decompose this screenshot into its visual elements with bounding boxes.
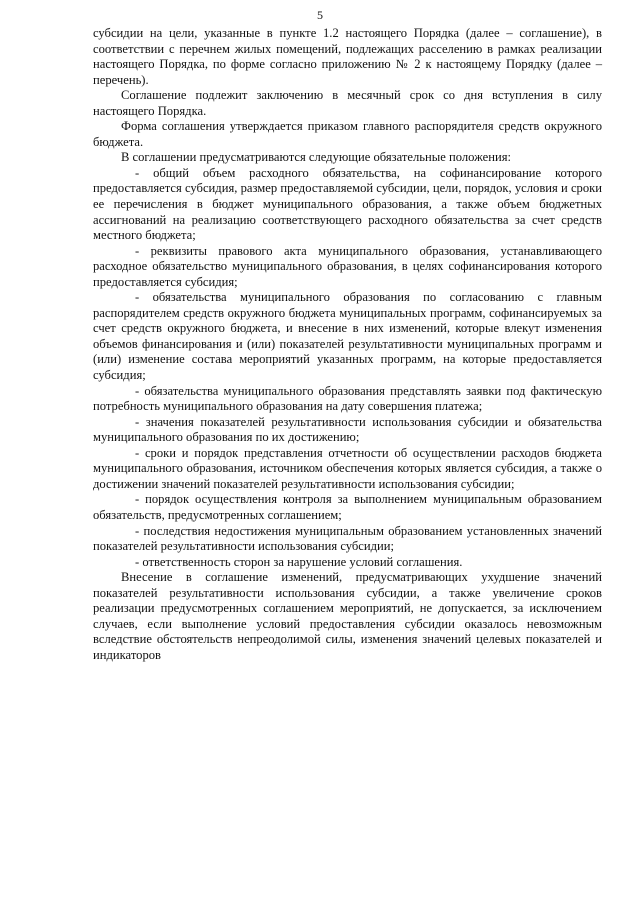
list-item-legal-act-details: - реквизиты правового акта муниципального образования, устанавливающего расходное обязательство муниципального образования, в целях софинансирования которого предоставляется субсидия;: [93, 243, 602, 289]
list-item-reporting: - сроки и порядок представления отчетности об осуществлении расходов бюджета муниципального образования, источником обеспечения которых является субсидия, а также о достижении значений показателей результативности использования субсидии;: [93, 445, 602, 491]
list-item-performance-indicators: - значения показателей результативности использования субсидии и обязательства муниципального образования по их достижению;: [93, 414, 602, 445]
paragraph-mandatory-provisions: В соглашении предусматриваются следующие обязательные положения:: [121, 150, 511, 165]
page-number: 5: [317, 8, 323, 22]
list-item-non-achievement-consequences: - последствия недостижения муниципальным образованием установленных значений показателей результативности использования субсидии;: [93, 523, 602, 554]
list-item-control-procedure: - порядок осуществления контроля за выполнением муниципальным образованием обязательств, предусмотренных соглашением;: [93, 492, 602, 522]
list-item-program-approval: - обязательства муниципального образования по согласованию с главным распорядителем средств окружного бюджета муниципальных программ, софинансируемых за счет средств окружного бюджета, и внесение в них изменений, которые влекут изменения объемов финансирования и (или) показателей результативности муниципальных программ и (или) изменение состава мероприятий указанных программ, на которые предоставляется субсидия;: [93, 290, 602, 383]
paragraph-agreement-deadline: Соглашение подлежит заключению в месячный срок со дня вступления в силу настоящего Порядка.: [93, 88, 602, 118]
paragraph-agreement-reference: субсидии на цели, указанные в пункте 1.2 настоящего Порядка (далее – соглашение), в соответствии с перечнем жилых помещений, подлежащих расселению в рамках реализации настоящего Порядка, по форме согласно приложению № 2 к настоящему Порядку (далее – перечень).: [93, 26, 602, 87]
list-item-liability: - ответственность сторон за нарушение условий соглашения.: [135, 554, 463, 569]
paragraph-amendments: Внесение в соглашение изменений, предусматривающих ухудшение значений показателей результативности использования субсидии, а также увеличение сроков реализации предусмотренных соглашением мероприятий, не допускается, за исключением случаев, если выполнение условий предоставления субсидии оказалось невозможным вследствие обстоятельств непреодолимой силы, изменения значений целевых показателей и индикаторов: [93, 570, 602, 662]
body-text: [93, 26, 602, 663]
list-item-expenditure-volume: - общий объем расходного обязательства, на софинансирование которого предоставляется субсидия, размер предоставляемой субсидии, цели, порядок, условия и сроки ее перечисления в бюджет муниципального образования, а также объем бюджетных ассигнований на реализацию соответствующего расходного обязательства за счет средств местного бюджета;: [93, 165, 602, 243]
list-item-payment-requests: - обязательства муниципального образования представлять заявки под фактическую потребность муниципального образования на дату совершения платежа;: [93, 383, 602, 414]
paragraph-agreement-form: Форма соглашения утверждается приказом главного распорядителя средств окружного бюджета.: [93, 119, 602, 149]
